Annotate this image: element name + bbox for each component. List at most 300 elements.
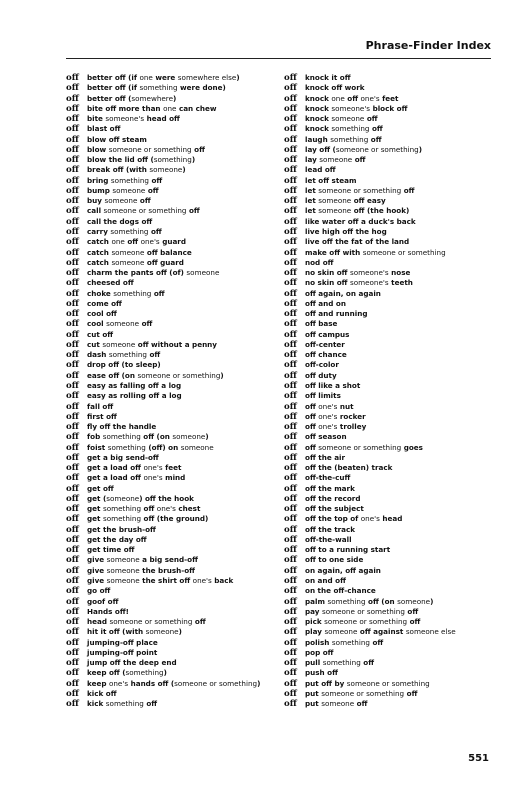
phrase-placeholder: someone — [111, 247, 145, 257]
phrase-text: off guard — [144, 257, 184, 267]
index-phrase — [305, 360, 339, 369]
index-entry — [66, 227, 286, 237]
index-keyword: off — [66, 329, 79, 340]
phrase-placeholder: someone or something — [109, 617, 193, 627]
phrase-placeholder: someone's — [105, 114, 145, 124]
index-entry — [66, 422, 286, 432]
phrase-text: off — [139, 319, 153, 329]
phrase-placeholder: someone or something — [335, 144, 419, 154]
phrase-text: easy as falling off a log — [87, 380, 182, 390]
index-phrase — [87, 196, 151, 205]
phrase-text: off — [151, 288, 165, 298]
index-entry — [66, 94, 286, 104]
phrase-text: lead off — [305, 165, 336, 175]
index-entry — [284, 412, 504, 422]
index-keyword: off — [66, 534, 79, 545]
phrase-placeholder: something — [331, 124, 370, 134]
index-keyword: off — [66, 411, 79, 422]
index-keyword: off — [284, 442, 297, 453]
phrase-text: get off — [87, 483, 114, 493]
index-entry — [284, 330, 504, 340]
phrase-text: chest — [175, 504, 201, 514]
index-phrase — [87, 679, 260, 688]
index-keyword: off — [66, 493, 79, 504]
index-phrase — [305, 94, 398, 103]
index-entry — [284, 340, 504, 350]
index-entry — [284, 83, 504, 93]
index-entry — [284, 196, 504, 206]
phrase-text: ) off the hook — [139, 493, 194, 503]
index-entry — [66, 258, 286, 268]
phrase-text: hands off ( — [128, 678, 175, 688]
index-entry — [66, 566, 286, 576]
index-phrase — [305, 627, 456, 636]
phrase-text: off duty — [305, 370, 337, 380]
phrase-text: ease off (on — [87, 370, 138, 380]
phrase-text: keep off ( — [87, 668, 126, 678]
index-entry — [284, 165, 504, 175]
phrase-text: off — [354, 699, 368, 709]
index-keyword: off — [66, 483, 79, 494]
index-phrase — [305, 555, 363, 564]
phrase-text: hit it off (with — [87, 627, 146, 637]
phrase-text: fob — [87, 432, 103, 442]
index-entry — [66, 165, 286, 175]
index-phrase — [87, 289, 165, 298]
index-phrase — [305, 155, 366, 164]
phrase-text: nose — [388, 268, 411, 278]
index-keyword: off — [66, 226, 79, 237]
phrase-text: ) — [418, 144, 423, 154]
phrase-text: on the off-chance — [305, 586, 376, 596]
index-keyword: off — [66, 380, 79, 391]
index-keyword: off — [66, 83, 79, 94]
index-phrase — [87, 350, 160, 359]
index-phrase — [305, 679, 430, 688]
index-phrase — [87, 330, 113, 339]
index-entry — [284, 576, 504, 586]
index-keyword: off — [284, 493, 297, 504]
index-entry — [66, 443, 286, 453]
index-phrase — [305, 196, 386, 205]
phrase-text: call — [87, 206, 104, 216]
index-phrase — [87, 627, 182, 636]
index-phrase — [305, 289, 381, 298]
running-header-title: Phrase-Finder Index — [365, 39, 491, 52]
phrase-placeholder: someone — [321, 699, 355, 709]
phrase-text: better off (if — [87, 83, 140, 93]
index-phrase — [305, 319, 337, 328]
phrase-text: charm the pants off (of) — [87, 268, 187, 278]
phrase-placeholder: one's — [318, 411, 338, 421]
phrase-placeholder: someone — [104, 196, 138, 206]
index-keyword: off — [66, 422, 79, 433]
phrase-text: off — [404, 606, 419, 616]
index-phrase — [87, 494, 194, 503]
index-keyword: off — [284, 545, 297, 556]
index-entry — [66, 576, 286, 586]
phrase-text: knock — [305, 93, 332, 103]
index-phrase — [305, 258, 333, 267]
phrase-placeholder: something — [330, 134, 369, 144]
phrase-text: off again, on again — [305, 288, 381, 298]
index-keyword: off — [66, 647, 79, 658]
phrase-text: break off (with — [87, 165, 150, 175]
phrase-text: head — [379, 514, 403, 524]
index-entry — [284, 432, 504, 442]
index-entry — [66, 402, 286, 412]
index-entry — [66, 617, 286, 627]
index-keyword: off — [66, 144, 79, 155]
index-keyword: off — [284, 617, 297, 628]
phrase-text: better off (if — [87, 73, 140, 82]
index-phrase — [305, 206, 409, 215]
phrase-text: blow off steam — [87, 134, 147, 144]
index-phrase — [87, 248, 192, 257]
index-phrase — [87, 597, 118, 606]
index-keyword: off — [66, 103, 79, 114]
index-entry — [284, 463, 504, 473]
phrase-text: head — [87, 617, 110, 627]
index-entry — [284, 227, 504, 237]
index-phrase — [305, 699, 367, 708]
index-entry — [284, 638, 504, 648]
index-entry — [66, 504, 286, 514]
phrase-text: put — [305, 699, 322, 709]
index-entry — [66, 494, 286, 504]
index-entry — [284, 607, 504, 617]
index-phrase — [305, 165, 336, 174]
phrase-placeholder: one's — [108, 678, 129, 688]
phrase-text: bump — [87, 185, 113, 195]
phrase-placeholder: someone — [324, 627, 358, 637]
phrase-text: push off — [305, 668, 338, 678]
phrase-text: first off — [87, 411, 117, 421]
index-entry — [66, 278, 286, 288]
phrase-text: off — [305, 442, 319, 452]
phrase-placeholder: something — [108, 350, 147, 360]
index-entry — [284, 699, 504, 709]
phrase-text: get — [87, 504, 103, 514]
phrase-placeholder: something — [102, 514, 142, 524]
phrase-text: off the record — [305, 493, 361, 503]
index-phrase — [87, 217, 152, 226]
phrase-text: jump off the deep end — [87, 658, 177, 668]
index-keyword: off — [284, 278, 297, 289]
phrase-placeholder: something — [327, 596, 366, 606]
phrase-text: off — [352, 155, 366, 165]
phrase-placeholder: something — [102, 504, 142, 514]
index-keyword: off — [284, 93, 297, 104]
index-entry — [66, 627, 286, 637]
phrase-text: give — [87, 565, 107, 575]
index-phrase — [87, 412, 117, 421]
index-entry — [284, 658, 504, 668]
index-entry — [66, 360, 286, 370]
phrase-placeholder: one's — [143, 463, 163, 473]
phrase-text: jumping-off point — [87, 647, 158, 657]
index-keyword: off — [284, 268, 297, 279]
phrase-text: were — [152, 73, 178, 82]
index-entry — [66, 555, 286, 565]
phrase-placeholder: someone — [102, 339, 136, 349]
index-keyword: off — [66, 699, 79, 710]
phrase-text: call the dogs off — [87, 216, 153, 226]
phrase-text: feet — [379, 93, 399, 103]
index-entry — [66, 114, 286, 124]
phrase-text: foist — [87, 442, 108, 452]
phrase-placeholder: someone — [172, 432, 206, 442]
phrase-text: dash — [87, 350, 109, 360]
index-entry — [284, 668, 504, 678]
index-keyword: off — [66, 401, 79, 412]
index-keyword: off — [284, 350, 297, 361]
phrase-text: ) — [257, 678, 261, 688]
index-keyword: off — [284, 555, 297, 566]
left-column — [66, 73, 286, 709]
phrase-text: off (the ground) — [141, 514, 209, 524]
index-keyword: off — [66, 298, 79, 309]
index-phrase — [305, 597, 433, 606]
index-entry — [284, 258, 504, 268]
index-keyword: off — [66, 350, 79, 361]
phrase-text: ) — [205, 432, 209, 442]
index-phrase — [87, 402, 113, 411]
index-keyword: off — [66, 319, 79, 330]
phrase-placeholder: someone — [106, 565, 140, 575]
index-keyword: off — [66, 514, 79, 525]
index-phrase — [305, 422, 366, 431]
index-keyword: off — [284, 134, 297, 145]
phrase-text: off-color — [305, 360, 339, 370]
index-entry — [66, 176, 286, 186]
phrase-placeholder: one's — [143, 473, 163, 483]
phrase-text: off base — [305, 319, 338, 329]
index-entry — [284, 535, 504, 545]
phrase-text: off — [369, 637, 384, 647]
index-keyword: off — [284, 422, 297, 433]
index-keyword: off — [284, 309, 297, 320]
index-phrase — [305, 463, 392, 472]
index-keyword: off — [66, 555, 79, 566]
index-phrase — [305, 381, 360, 390]
phrase-text: Hands off! — [87, 606, 129, 616]
index-phrase — [305, 248, 446, 257]
index-phrase — [87, 391, 182, 400]
index-phrase — [305, 402, 354, 411]
index-entry — [284, 586, 504, 596]
phrase-text: jumping-off place — [87, 637, 158, 647]
index-phrase — [87, 278, 134, 287]
index-phrase — [87, 155, 195, 164]
phrase-text: a big send-off — [139, 555, 198, 565]
index-keyword: off — [284, 534, 297, 545]
index-entry — [66, 248, 286, 258]
phrase-text: put off by — [305, 678, 347, 688]
phrase-text: guard — [159, 237, 186, 247]
index-phrase — [87, 617, 206, 626]
index-keyword: off — [284, 678, 297, 689]
index-entry — [66, 155, 286, 165]
index-keyword: off — [284, 124, 297, 135]
phrase-text: ) — [163, 668, 167, 678]
phrase-placeholder: someone's — [349, 278, 389, 288]
phrase-placeholder: someone or something — [321, 606, 405, 616]
phrase-text: off — [368, 134, 382, 144]
phrase-placeholder: someone — [145, 627, 179, 637]
index-phrase — [305, 494, 361, 503]
phrase-placeholder: one — [331, 93, 345, 103]
index-keyword: off — [66, 257, 79, 268]
index-keyword: off — [66, 432, 79, 443]
index-phrase — [305, 648, 334, 657]
phrase-text: bite — [87, 114, 106, 124]
index-keyword: off — [284, 319, 297, 330]
phrase-placeholder: someone or something — [318, 442, 402, 452]
index-phrase — [305, 658, 374, 667]
phrase-text: off (the hook) — [351, 206, 410, 216]
right-column — [284, 73, 504, 709]
index-entry — [66, 689, 286, 699]
index-phrase — [305, 576, 346, 585]
phrase-text: knock it off — [305, 73, 351, 82]
phrase-text: off campus — [305, 329, 350, 339]
phrase-placeholder: something — [113, 288, 152, 298]
index-phrase — [87, 176, 162, 185]
index-phrase — [305, 617, 420, 626]
index-phrase — [87, 299, 122, 308]
phrase-text: bring — [87, 175, 111, 185]
phrase-text: off — [192, 617, 206, 627]
phrase-text: teeth — [388, 278, 413, 288]
index-phrase — [305, 432, 347, 441]
index-entry — [284, 289, 504, 299]
index-keyword: off — [284, 463, 297, 474]
index-entry — [66, 525, 286, 535]
phrase-text: off season — [305, 432, 347, 442]
phrase-text: off against — [357, 627, 406, 637]
index-keyword: off — [66, 370, 79, 381]
phrase-placeholder: someone — [180, 442, 214, 452]
phrase-placeholder: one — [139, 73, 153, 82]
phrase-text: ) — [430, 596, 434, 606]
phrase-placeholder: one — [163, 103, 177, 113]
index-keyword: off — [66, 452, 79, 463]
phrase-placeholder: something — [107, 442, 146, 452]
index-phrase — [87, 535, 147, 544]
phrase-text: blow the lid off ( — [87, 155, 154, 165]
phrase-placeholder: someone — [106, 576, 140, 586]
index-phrase — [305, 668, 338, 677]
index-phrase — [305, 545, 390, 554]
index-entry — [284, 494, 504, 504]
phrase-text: catch — [87, 247, 112, 257]
index-keyword: off — [284, 606, 297, 617]
index-keyword: off — [66, 473, 79, 484]
index-phrase — [305, 73, 351, 82]
phrase-text: go off — [87, 586, 111, 596]
phrase-placeholder: something — [105, 699, 144, 709]
phrase-text: off to a running start — [305, 545, 391, 555]
header-rule — [66, 58, 491, 59]
index-keyword: off — [66, 124, 79, 135]
phrase-text: fall off — [87, 401, 114, 411]
index-phrase — [305, 607, 418, 616]
phrase-text: cool off — [87, 309, 117, 319]
phrase-text: cool — [87, 319, 107, 329]
index-keyword: off — [284, 360, 297, 371]
index-entry — [66, 412, 286, 422]
phrase-placeholder: one's — [156, 504, 176, 514]
phrase-text: off to one side — [305, 555, 364, 565]
index-entry — [284, 453, 504, 463]
index-keyword: off — [284, 144, 297, 155]
index-entry — [284, 525, 504, 535]
phrase-text: knock — [305, 103, 332, 113]
index-entry — [66, 83, 286, 93]
phrase-text: knock off work — [305, 83, 365, 93]
index-keyword: off — [284, 73, 297, 83]
index-phrase — [305, 586, 376, 595]
index-keyword: off — [284, 165, 297, 176]
index-phrase — [305, 350, 347, 359]
phrase-text: kick off — [87, 688, 117, 698]
index-phrase — [87, 638, 158, 647]
phrase-text: pick — [305, 617, 325, 627]
phrase-text: off — [407, 617, 421, 627]
phrase-placeholder: something — [139, 83, 178, 93]
index-entry — [66, 350, 286, 360]
index-entry — [66, 432, 286, 442]
index-phrase — [87, 586, 110, 595]
phrase-placeholder: someone or something — [137, 370, 221, 380]
phrase-placeholder: somewhere else — [177, 73, 237, 82]
phrase-text: on and off — [305, 576, 346, 586]
phrase-text: off — [146, 350, 161, 360]
phrase-text: get ( — [87, 493, 107, 503]
index-keyword: off — [284, 658, 297, 669]
phrase-text: pay — [305, 606, 322, 616]
phrase-text: pull — [305, 658, 323, 668]
index-phrase — [305, 484, 355, 493]
index-keyword: off — [284, 452, 297, 463]
index-phrase — [305, 330, 349, 339]
index-keyword: off — [284, 688, 297, 699]
phrase-placeholder: something — [110, 226, 149, 236]
index-phrase — [87, 422, 156, 431]
index-keyword: off — [284, 114, 297, 125]
phrase-placeholder: one's — [318, 422, 338, 432]
index-entry — [284, 422, 504, 432]
index-phrase — [87, 504, 200, 513]
index-entry — [66, 237, 286, 247]
index-keyword: off — [284, 339, 297, 350]
index-keyword: off — [66, 637, 79, 648]
phrase-placeholder: someone's — [349, 268, 389, 278]
index-keyword: off — [284, 483, 297, 494]
index-phrase — [87, 165, 186, 174]
index-keyword: off — [284, 370, 297, 381]
index-phrase — [87, 668, 167, 677]
index-entry — [66, 319, 286, 329]
index-entry — [66, 340, 286, 350]
phrase-text: let — [305, 196, 319, 206]
index-phrase — [87, 124, 120, 133]
index-keyword: off — [284, 391, 297, 402]
index-keyword: off — [284, 637, 297, 648]
index-phrase — [87, 484, 114, 493]
index-phrase — [305, 689, 417, 698]
